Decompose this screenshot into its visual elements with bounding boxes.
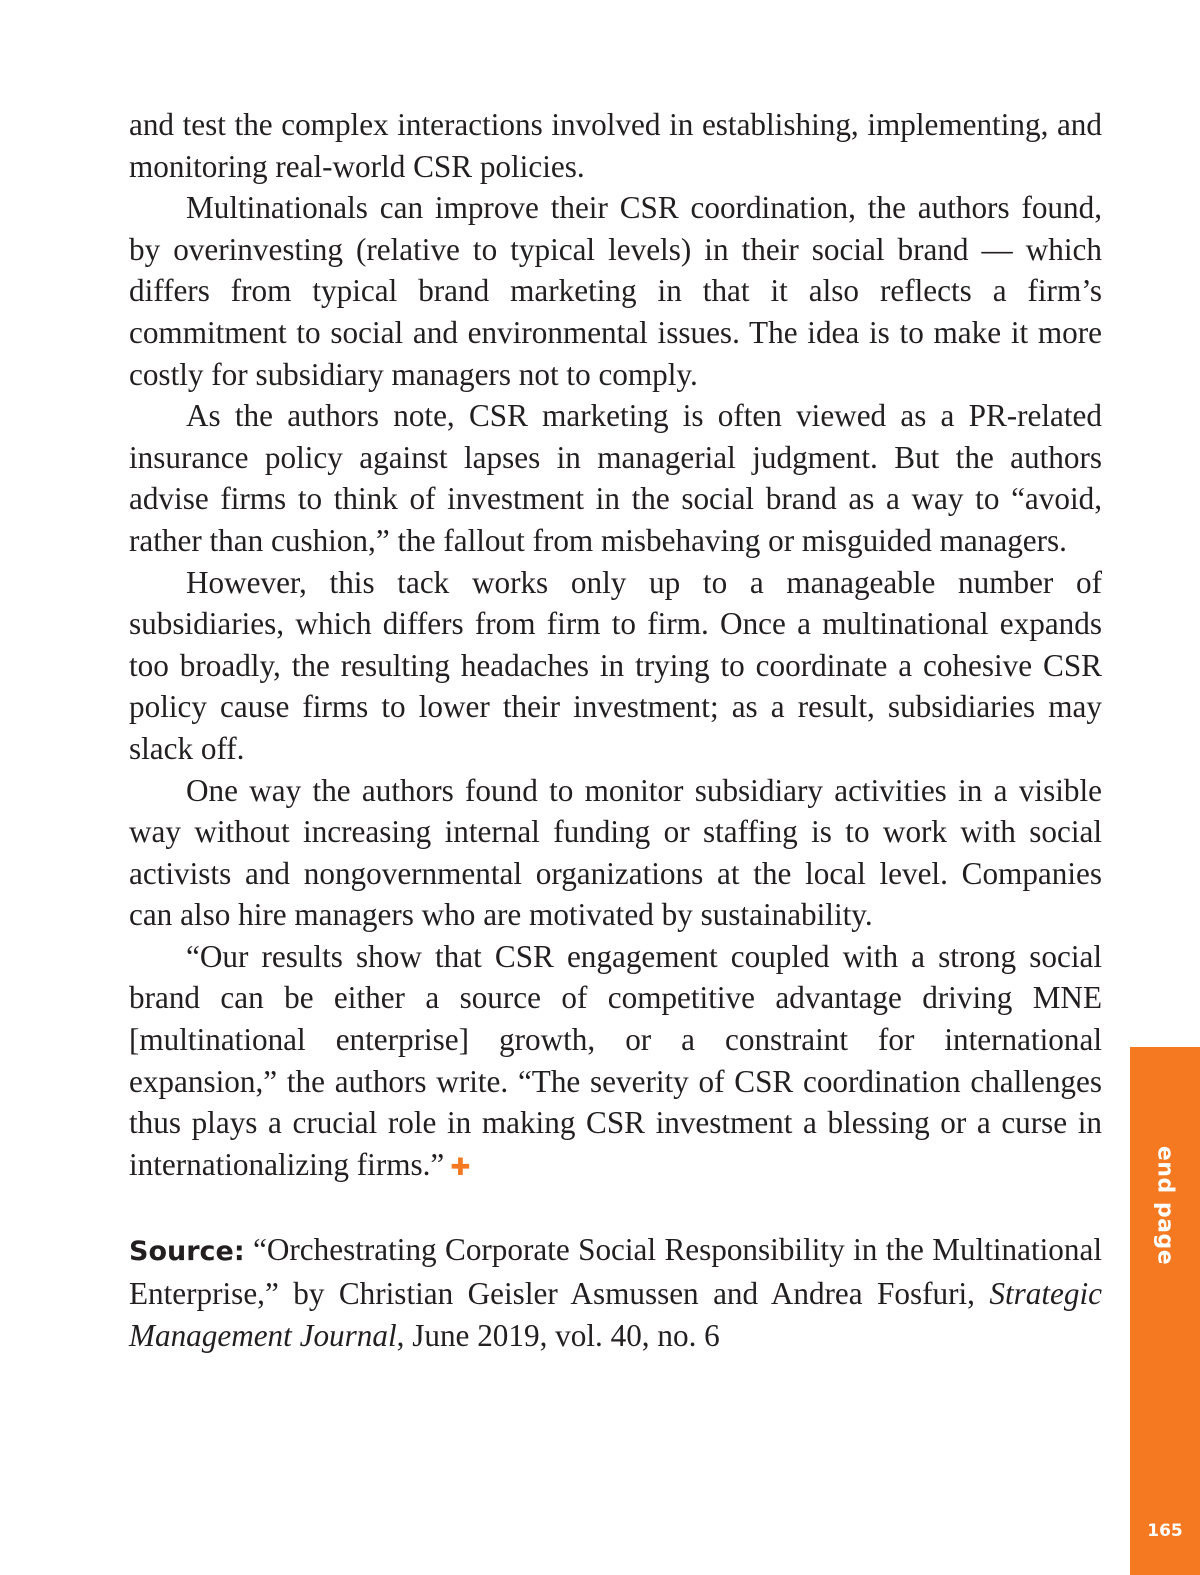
source-label: Source: [129, 1236, 245, 1268]
paragraph-5: One way the authors found to monitor subsidiary activities in a visible way without increasing internal funding or staffing is to work with social activists and nongovernmental organizations at the local level. Companies can also hire managers who are motivated by sustainability. [129, 772, 1102, 933]
paragraph-6 [129, 936, 1102, 1189]
source-journal: Strategic Management Journal [129, 1276, 1102, 1353]
source-citation [129, 1229, 1102, 1356]
paragraph-4: However, this tack works only up to a manageable number of subsidiaries, which differs from firm to firm. Once a multinational expands too broadly, the resulting headaches in trying to coordinate a cohesive CSR policy cause firms to lower their investment; as a result, subsidiaries may slack off. [129, 564, 1102, 766]
end-page-label: end page [1152, 1145, 1178, 1266]
paragraph-2: Multinationals can improve their CSR coordination, the authors found, by overinvesting (relative to typical levels) in their social brand — which differs from typical brand marketing in that it also reflects a firm’s commitment to social and environmental issues. The idea is to make it more costly for subsidiary managers not to comply. [129, 190, 1102, 392]
end-mark-icon: ✚ [450, 1152, 471, 1181]
paragraph-6-text: “Our results show that CSR engagement coupled with a strong social brand can be either a source of competitive advantage driving MNE [multinational enterprise] growth, or a constraint for international expansion,” the authors write. “The severity of CSR coordination challenges thus plays a crucial role in making CSR investment a blessing or a curse in internationalizing firms.” [129, 938, 1102, 1182]
source-details: , June 2019, vol. 40, no. 6 [396, 1317, 720, 1353]
page-number: 165 [1147, 1521, 1183, 1541]
paragraph-3: As the authors note, CSR marketing is often viewed as a PR-related insurance policy against lapses in managerial judgment. But the authors advise firms to think of investment in the social brand as a way to “avoid, rather than cushion,” the fallout from misbehaving or misguided managers. [129, 398, 1102, 558]
source-text: “Orchestrating Corporate Social Responsibility in the Multinational Enterprise,” by Christian Geisler Asmussen and Andrea Fosfuri, [129, 1232, 1102, 1312]
paragraph-1: and test the complex interactions involved in establishing, implementing, and monitoring real-world CSR policies. [129, 107, 1102, 184]
article-body [129, 104, 1102, 1356]
end-page-tab[interactable] [1130, 1047, 1200, 1575]
